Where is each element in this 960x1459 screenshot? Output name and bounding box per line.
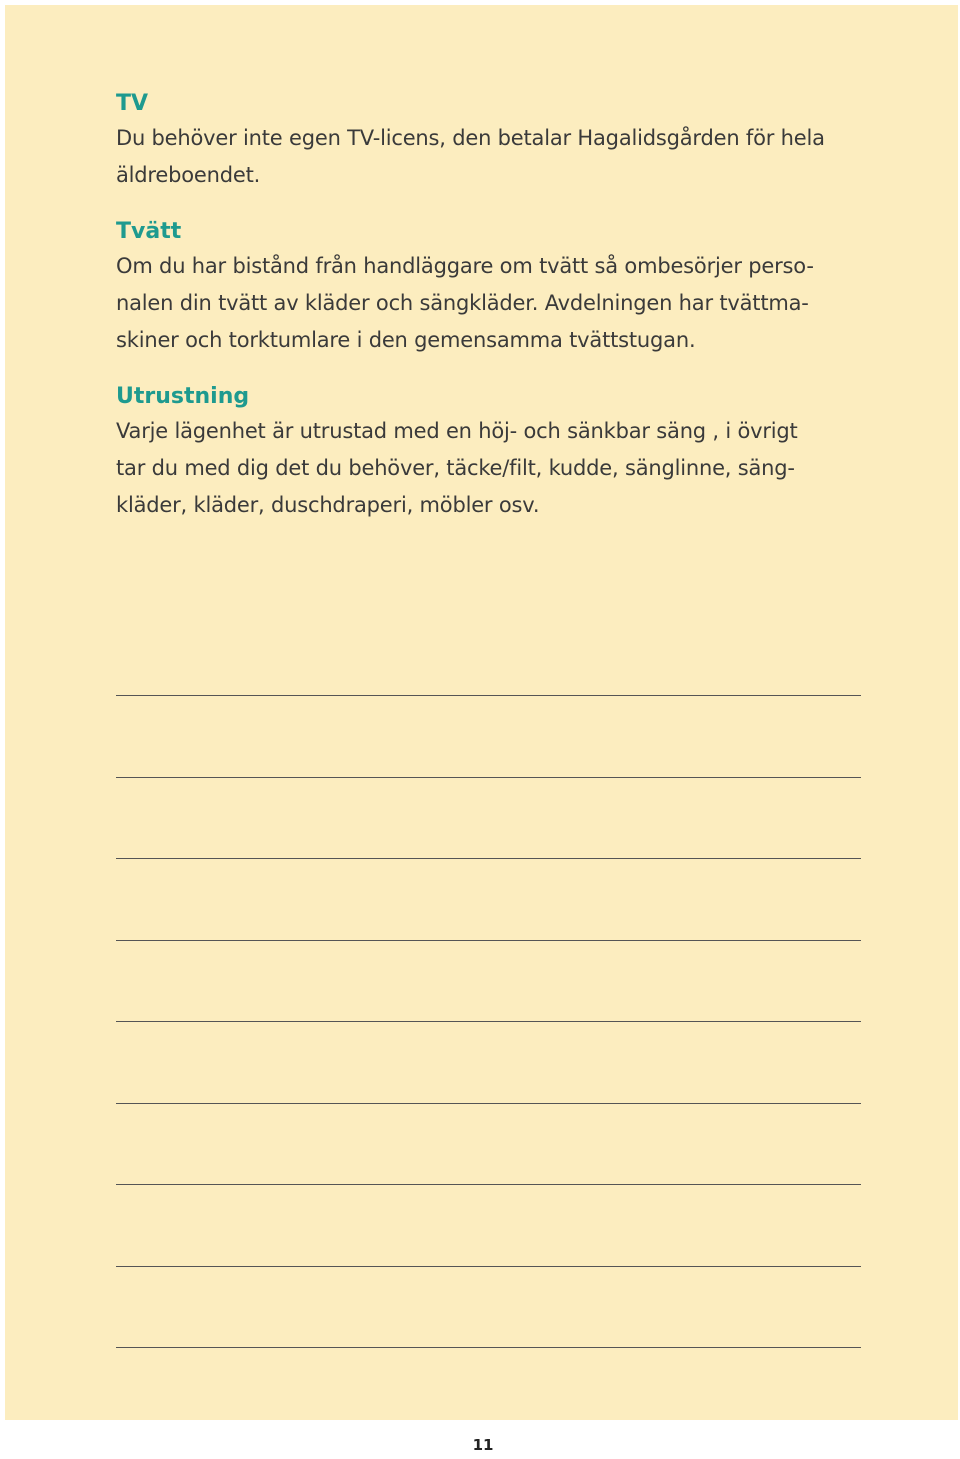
section-tvatt: [116, 216, 861, 359]
body-text-line: kläder, kläder, duschdraperi, möbler osv.: [116, 493, 540, 517]
body-text-line: skiner och torktumlare i den gemensamma tvättstugan.: [116, 328, 696, 352]
section-tv: [116, 88, 861, 194]
body-text-line: nalen din tvätt av kläder och sängkläder. Avdelningen har tvättma-: [116, 291, 809, 315]
writing-line: [116, 858, 861, 859]
writing-line: [116, 1266, 861, 1267]
body-text-line: Om du har bistånd från handläggare om tvätt så ombesörjer perso-: [116, 254, 814, 278]
main-content: [116, 88, 861, 546]
writing-line: [116, 1184, 861, 1185]
body-text-line: Du behöver inte egen TV-licens, den betalar Hagalidsgården för hela: [116, 126, 825, 150]
body-text-line: Varje lägenhet är utrustad med en höj- och sänkbar säng , i övrigt: [116, 419, 798, 443]
writing-line: [116, 1347, 861, 1348]
writing-line: [116, 1021, 861, 1022]
page-number: 11: [472, 1436, 494, 1454]
section-utrustning: [116, 381, 861, 524]
body-text-line: tar du med dig det du behöver, täcke/filt, kudde, sänglinne, säng-: [116, 456, 795, 480]
section-heading: Tvätt: [116, 219, 182, 244]
writing-line: [116, 940, 861, 941]
writing-line: [116, 777, 861, 778]
section-heading: Utrustning: [116, 384, 250, 409]
writing-line: [116, 1103, 861, 1104]
writing-line: [116, 695, 861, 696]
body-text-line: äldreboendet.: [116, 163, 261, 187]
section-heading: TV: [116, 91, 149, 116]
